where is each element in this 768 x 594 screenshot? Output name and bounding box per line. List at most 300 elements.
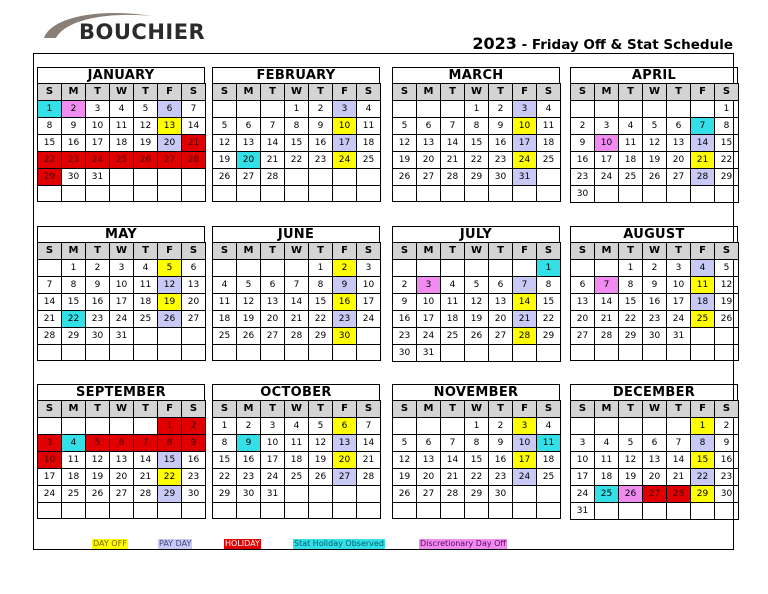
weekday-label: T bbox=[489, 84, 513, 101]
weekday-label: S bbox=[213, 401, 237, 418]
week-row bbox=[213, 152, 381, 169]
weekday-label: M bbox=[62, 84, 86, 101]
empty-cell bbox=[619, 503, 643, 520]
day-cell: 7 bbox=[513, 277, 537, 294]
day-cell: 17 bbox=[595, 152, 619, 169]
empty-cell bbox=[110, 345, 134, 361]
day-cell: 3 bbox=[357, 260, 381, 277]
weekday-label: S bbox=[537, 243, 561, 260]
day-cell: 19 bbox=[158, 294, 182, 311]
month-name: FEBRUARY bbox=[212, 67, 380, 83]
month-name: DECEMBER bbox=[570, 384, 738, 400]
day-cell: 18 bbox=[619, 152, 643, 169]
month-grid bbox=[570, 242, 739, 361]
empty-cell bbox=[134, 186, 158, 202]
day-cell: 3 bbox=[667, 260, 691, 277]
weekday-label: T bbox=[86, 243, 110, 260]
day-cell: 9 bbox=[86, 277, 110, 294]
weekday-label: T bbox=[619, 243, 643, 260]
day-cell: 30 bbox=[715, 486, 739, 503]
day-cell: 17 bbox=[571, 469, 595, 486]
empty-cell bbox=[38, 503, 62, 519]
day-cell: 23 bbox=[333, 311, 357, 328]
empty-cell bbox=[595, 345, 619, 361]
weekday-label: S bbox=[715, 401, 739, 418]
empty-cell bbox=[285, 486, 309, 503]
day-cell: 28 bbox=[38, 328, 62, 345]
weekday-label: F bbox=[513, 243, 537, 260]
day-cell: 21 bbox=[441, 469, 465, 486]
day-cell: 15 bbox=[62, 294, 86, 311]
day-cell: 28 bbox=[261, 169, 285, 186]
day-cell: 11 bbox=[62, 452, 86, 469]
weekday-label: T bbox=[667, 84, 691, 101]
empty-cell bbox=[158, 169, 182, 186]
day-cell: 9 bbox=[489, 435, 513, 452]
day-cell: 14 bbox=[182, 118, 206, 135]
week-row bbox=[38, 277, 206, 294]
day-cell: 16 bbox=[86, 294, 110, 311]
empty-cell bbox=[513, 186, 537, 202]
empty-cell bbox=[595, 260, 619, 277]
day-cell: 1 bbox=[537, 260, 561, 277]
week-row bbox=[38, 418, 206, 435]
day-cell: 30 bbox=[182, 486, 206, 503]
day-cell: 24 bbox=[571, 486, 595, 503]
week-row bbox=[393, 186, 561, 202]
day-cell: 20 bbox=[417, 469, 441, 486]
day-cell: 8 bbox=[38, 118, 62, 135]
day-cell: 26 bbox=[309, 469, 333, 486]
day-cell: 10 bbox=[417, 294, 441, 311]
week-row bbox=[38, 469, 206, 486]
day-cell: 24 bbox=[667, 311, 691, 328]
day-cell: 10 bbox=[667, 277, 691, 294]
empty-cell bbox=[667, 186, 691, 203]
day-cell: 3 bbox=[110, 260, 134, 277]
day-cell: 2 bbox=[489, 418, 513, 435]
day-cell: 17 bbox=[261, 452, 285, 469]
month-grid bbox=[212, 242, 381, 361]
day-cell: 8 bbox=[285, 118, 309, 135]
day-cell: 14 bbox=[357, 435, 381, 452]
weekday-header-row bbox=[213, 243, 381, 260]
day-cell: 2 bbox=[86, 260, 110, 277]
empty-cell bbox=[38, 345, 62, 361]
empty-cell bbox=[537, 503, 561, 519]
empty-cell bbox=[285, 345, 309, 361]
day-cell: 30 bbox=[571, 186, 595, 203]
day-cell: 20 bbox=[158, 135, 182, 152]
month-name: SEPTEMBER bbox=[37, 384, 205, 400]
day-cell: 23 bbox=[62, 152, 86, 169]
day-cell: 9 bbox=[393, 294, 417, 311]
day-cell: 30 bbox=[489, 486, 513, 503]
empty-cell bbox=[513, 345, 537, 362]
empty-cell bbox=[357, 328, 381, 345]
day-cell: 3 bbox=[571, 435, 595, 452]
day-cell: 21 bbox=[357, 452, 381, 469]
day-cell: 20 bbox=[110, 469, 134, 486]
day-cell: 8 bbox=[465, 435, 489, 452]
day-cell: 18 bbox=[537, 135, 561, 152]
day-cell: 19 bbox=[715, 294, 739, 311]
day-cell: 5 bbox=[86, 435, 110, 452]
empty-cell bbox=[182, 186, 206, 202]
day-cell: 3 bbox=[417, 277, 441, 294]
day-cell: 30 bbox=[489, 169, 513, 186]
day-cell: 16 bbox=[333, 294, 357, 311]
empty-cell bbox=[182, 328, 206, 345]
weekday-label: M bbox=[417, 84, 441, 101]
day-cell: 2 bbox=[237, 418, 261, 435]
day-cell: 22 bbox=[62, 311, 86, 328]
day-cell: 11 bbox=[691, 277, 715, 294]
weekday-label: F bbox=[691, 401, 715, 418]
day-cell: 8 bbox=[465, 118, 489, 135]
empty-cell bbox=[134, 169, 158, 186]
weekday-label: W bbox=[643, 84, 667, 101]
day-cell: 18 bbox=[134, 294, 158, 311]
day-cell: 4 bbox=[537, 418, 561, 435]
empty-cell bbox=[643, 186, 667, 203]
day-cell: 4 bbox=[537, 101, 561, 118]
day-cell: 29 bbox=[691, 486, 715, 503]
day-cell: 20 bbox=[667, 152, 691, 169]
day-cell: 10 bbox=[261, 435, 285, 452]
week-row bbox=[393, 328, 561, 345]
day-cell: 21 bbox=[595, 311, 619, 328]
day-cell: 28 bbox=[691, 169, 715, 186]
empty-cell bbox=[441, 101, 465, 118]
day-cell: 31 bbox=[513, 169, 537, 186]
weekday-label: M bbox=[417, 401, 441, 418]
day-cell: 21 bbox=[182, 135, 206, 152]
day-cell: 25 bbox=[691, 311, 715, 328]
empty-cell bbox=[571, 345, 595, 361]
empty-cell bbox=[333, 486, 357, 503]
empty-cell bbox=[417, 418, 441, 435]
month-december bbox=[570, 384, 738, 520]
empty-cell bbox=[110, 503, 134, 519]
day-cell: 16 bbox=[489, 452, 513, 469]
day-cell: 20 bbox=[182, 294, 206, 311]
weekday-header-row bbox=[393, 243, 561, 260]
empty-cell bbox=[134, 503, 158, 519]
weekday-label: F bbox=[333, 243, 357, 260]
day-cell: 10 bbox=[513, 435, 537, 452]
day-cell: 19 bbox=[393, 469, 417, 486]
empty-cell bbox=[86, 345, 110, 361]
empty-cell bbox=[691, 186, 715, 203]
day-cell: 25 bbox=[357, 152, 381, 169]
weekday-label: M bbox=[595, 243, 619, 260]
week-row bbox=[393, 118, 561, 135]
empty-cell bbox=[357, 503, 381, 519]
legend-pay-day: PAY DAY bbox=[159, 539, 192, 548]
weekday-label: T bbox=[441, 243, 465, 260]
day-cell: 18 bbox=[357, 135, 381, 152]
month-grid bbox=[212, 400, 381, 519]
empty-cell bbox=[441, 345, 465, 362]
day-cell: 9 bbox=[715, 435, 739, 452]
empty-cell bbox=[667, 101, 691, 118]
day-cell: 9 bbox=[62, 118, 86, 135]
month-grid bbox=[392, 242, 561, 362]
empty-cell bbox=[537, 345, 561, 362]
empty-cell bbox=[62, 418, 86, 435]
day-cell: 13 bbox=[417, 135, 441, 152]
day-cell: 31 bbox=[110, 328, 134, 345]
day-cell: 19 bbox=[86, 469, 110, 486]
weekday-label: T bbox=[134, 401, 158, 418]
day-cell: 15 bbox=[715, 135, 739, 152]
empty-cell bbox=[309, 503, 333, 519]
day-cell: 5 bbox=[393, 118, 417, 135]
day-cell: 27 bbox=[489, 328, 513, 345]
day-cell: 17 bbox=[417, 311, 441, 328]
empty-cell bbox=[417, 186, 441, 202]
month-name: JULY bbox=[392, 226, 560, 242]
day-cell: 2 bbox=[715, 418, 739, 435]
month-september bbox=[37, 384, 205, 519]
weekday-label: W bbox=[643, 243, 667, 260]
weekday-label: S bbox=[571, 84, 595, 101]
day-cell: 1 bbox=[465, 418, 489, 435]
month-grid bbox=[37, 242, 206, 361]
day-cell: 15 bbox=[465, 452, 489, 469]
day-cell: 15 bbox=[213, 452, 237, 469]
day-cell: 10 bbox=[513, 118, 537, 135]
empty-cell bbox=[110, 169, 134, 186]
day-cell: 1 bbox=[158, 418, 182, 435]
week-row bbox=[393, 486, 561, 503]
week-row bbox=[393, 503, 561, 519]
weekday-label: W bbox=[465, 401, 489, 418]
week-row bbox=[213, 118, 381, 135]
empty-cell bbox=[285, 503, 309, 519]
day-cell: 26 bbox=[715, 311, 739, 328]
day-cell: 18 bbox=[110, 135, 134, 152]
empty-cell bbox=[134, 345, 158, 361]
day-cell: 27 bbox=[158, 152, 182, 169]
day-cell: 9 bbox=[643, 277, 667, 294]
empty-cell bbox=[465, 186, 489, 202]
day-cell: 1 bbox=[691, 418, 715, 435]
week-row bbox=[213, 452, 381, 469]
empty-cell bbox=[619, 101, 643, 118]
day-cell: 12 bbox=[393, 452, 417, 469]
day-cell: 20 bbox=[237, 152, 261, 169]
day-cell: 13 bbox=[237, 135, 261, 152]
day-cell: 2 bbox=[489, 101, 513, 118]
day-cell: 6 bbox=[643, 435, 667, 452]
day-cell: 18 bbox=[62, 469, 86, 486]
empty-cell bbox=[333, 503, 357, 519]
day-cell: 24 bbox=[357, 311, 381, 328]
weekday-label: S bbox=[182, 401, 206, 418]
month-name: MARCH bbox=[392, 67, 560, 83]
day-cell: 13 bbox=[489, 294, 513, 311]
weekday-label: W bbox=[465, 243, 489, 260]
title-year: 2023 bbox=[472, 34, 517, 53]
empty-cell bbox=[213, 101, 237, 118]
day-cell: 4 bbox=[619, 118, 643, 135]
day-cell: 20 bbox=[643, 469, 667, 486]
empty-cell bbox=[86, 503, 110, 519]
day-cell: 4 bbox=[691, 260, 715, 277]
day-cell: 28 bbox=[595, 328, 619, 345]
day-cell: 27 bbox=[417, 486, 441, 503]
empty-cell bbox=[357, 169, 381, 186]
empty-cell bbox=[643, 503, 667, 520]
day-cell: 30 bbox=[643, 328, 667, 345]
day-cell: 29 bbox=[465, 486, 489, 503]
day-cell: 21 bbox=[134, 469, 158, 486]
week-row bbox=[571, 311, 739, 328]
weekday-label: W bbox=[110, 84, 134, 101]
day-cell: 17 bbox=[357, 294, 381, 311]
day-cell: 28 bbox=[441, 169, 465, 186]
weekday-header-row bbox=[38, 401, 206, 418]
day-cell: 12 bbox=[158, 277, 182, 294]
day-cell: 22 bbox=[158, 469, 182, 486]
week-row bbox=[38, 260, 206, 277]
week-row bbox=[571, 452, 739, 469]
empty-cell bbox=[134, 328, 158, 345]
day-cell: 7 bbox=[182, 101, 206, 118]
empty-cell bbox=[158, 186, 182, 202]
day-cell: 14 bbox=[261, 135, 285, 152]
empty-cell bbox=[691, 503, 715, 520]
empty-cell bbox=[537, 486, 561, 503]
day-cell: 26 bbox=[86, 486, 110, 503]
day-cell: 14 bbox=[441, 135, 465, 152]
day-cell: 11 bbox=[595, 452, 619, 469]
day-cell: 6 bbox=[158, 101, 182, 118]
day-cell: 30 bbox=[237, 486, 261, 503]
day-cell: 3 bbox=[86, 101, 110, 118]
empty-cell bbox=[357, 186, 381, 202]
legend-discretionary: Discretionary Day Off bbox=[420, 539, 506, 548]
day-cell: 28 bbox=[357, 469, 381, 486]
weekday-label: S bbox=[571, 401, 595, 418]
weekday-label: M bbox=[595, 401, 619, 418]
day-cell: 5 bbox=[619, 435, 643, 452]
empty-cell bbox=[110, 418, 134, 435]
day-cell: 5 bbox=[158, 260, 182, 277]
weekday-header-row bbox=[213, 84, 381, 101]
day-cell: 9 bbox=[333, 277, 357, 294]
week-row bbox=[571, 328, 739, 345]
empty-cell bbox=[595, 186, 619, 203]
day-cell: 21 bbox=[667, 469, 691, 486]
day-cell: 23 bbox=[643, 311, 667, 328]
week-row bbox=[213, 503, 381, 519]
weekday-label: F bbox=[691, 84, 715, 101]
day-cell: 19 bbox=[309, 452, 333, 469]
day-cell: 17 bbox=[513, 135, 537, 152]
weekday-label: W bbox=[285, 84, 309, 101]
day-cell: 1 bbox=[309, 260, 333, 277]
weekday-label: S bbox=[357, 243, 381, 260]
day-cell: 31 bbox=[667, 328, 691, 345]
day-cell: 27 bbox=[667, 169, 691, 186]
empty-cell bbox=[285, 186, 309, 202]
empty-cell bbox=[261, 260, 285, 277]
week-row bbox=[38, 452, 206, 469]
day-cell: 9 bbox=[489, 118, 513, 135]
day-cell: 16 bbox=[489, 135, 513, 152]
week-row bbox=[571, 294, 739, 311]
day-cell: 19 bbox=[465, 311, 489, 328]
day-cell: 14 bbox=[667, 452, 691, 469]
empty-cell bbox=[513, 486, 537, 503]
day-cell: 27 bbox=[333, 469, 357, 486]
day-cell: 15 bbox=[465, 135, 489, 152]
day-cell: 23 bbox=[489, 152, 513, 169]
day-cell: 18 bbox=[441, 311, 465, 328]
weekday-label: T bbox=[441, 401, 465, 418]
day-cell: 16 bbox=[62, 135, 86, 152]
weekday-label: S bbox=[537, 401, 561, 418]
empty-cell bbox=[393, 101, 417, 118]
day-cell: 26 bbox=[393, 486, 417, 503]
day-cell: 13 bbox=[261, 294, 285, 311]
day-cell: 27 bbox=[417, 169, 441, 186]
day-cell: 14 bbox=[691, 135, 715, 152]
day-cell: 26 bbox=[643, 169, 667, 186]
day-cell: 5 bbox=[465, 277, 489, 294]
empty-cell bbox=[571, 418, 595, 435]
day-cell: 19 bbox=[393, 152, 417, 169]
day-cell: 5 bbox=[309, 418, 333, 435]
weekday-label: F bbox=[333, 401, 357, 418]
weekday-label: F bbox=[158, 84, 182, 101]
month-name: APRIL bbox=[570, 67, 738, 83]
day-cell: 26 bbox=[393, 169, 417, 186]
week-row bbox=[38, 435, 206, 452]
day-cell: 20 bbox=[333, 452, 357, 469]
week-row bbox=[571, 169, 739, 186]
day-cell: 25 bbox=[134, 311, 158, 328]
empty-cell bbox=[213, 345, 237, 361]
empty-cell bbox=[213, 260, 237, 277]
day-cell: 21 bbox=[38, 311, 62, 328]
weekday-label: M bbox=[237, 84, 261, 101]
day-cell: 26 bbox=[158, 311, 182, 328]
empty-cell bbox=[465, 503, 489, 519]
week-row bbox=[38, 294, 206, 311]
day-cell: 25 bbox=[537, 469, 561, 486]
day-cell: 8 bbox=[309, 277, 333, 294]
empty-cell bbox=[158, 328, 182, 345]
weekday-label: W bbox=[285, 401, 309, 418]
day-cell: 11 bbox=[537, 435, 561, 452]
day-cell: 20 bbox=[571, 311, 595, 328]
week-row bbox=[213, 294, 381, 311]
day-cell: 18 bbox=[285, 452, 309, 469]
weekday-label: S bbox=[393, 84, 417, 101]
empty-cell bbox=[595, 101, 619, 118]
weekday-label: T bbox=[619, 84, 643, 101]
day-cell: 17 bbox=[110, 294, 134, 311]
day-cell: 17 bbox=[38, 469, 62, 486]
empty-cell bbox=[691, 328, 715, 345]
week-row bbox=[571, 503, 739, 520]
day-cell: 10 bbox=[571, 452, 595, 469]
weekday-label: T bbox=[667, 243, 691, 260]
